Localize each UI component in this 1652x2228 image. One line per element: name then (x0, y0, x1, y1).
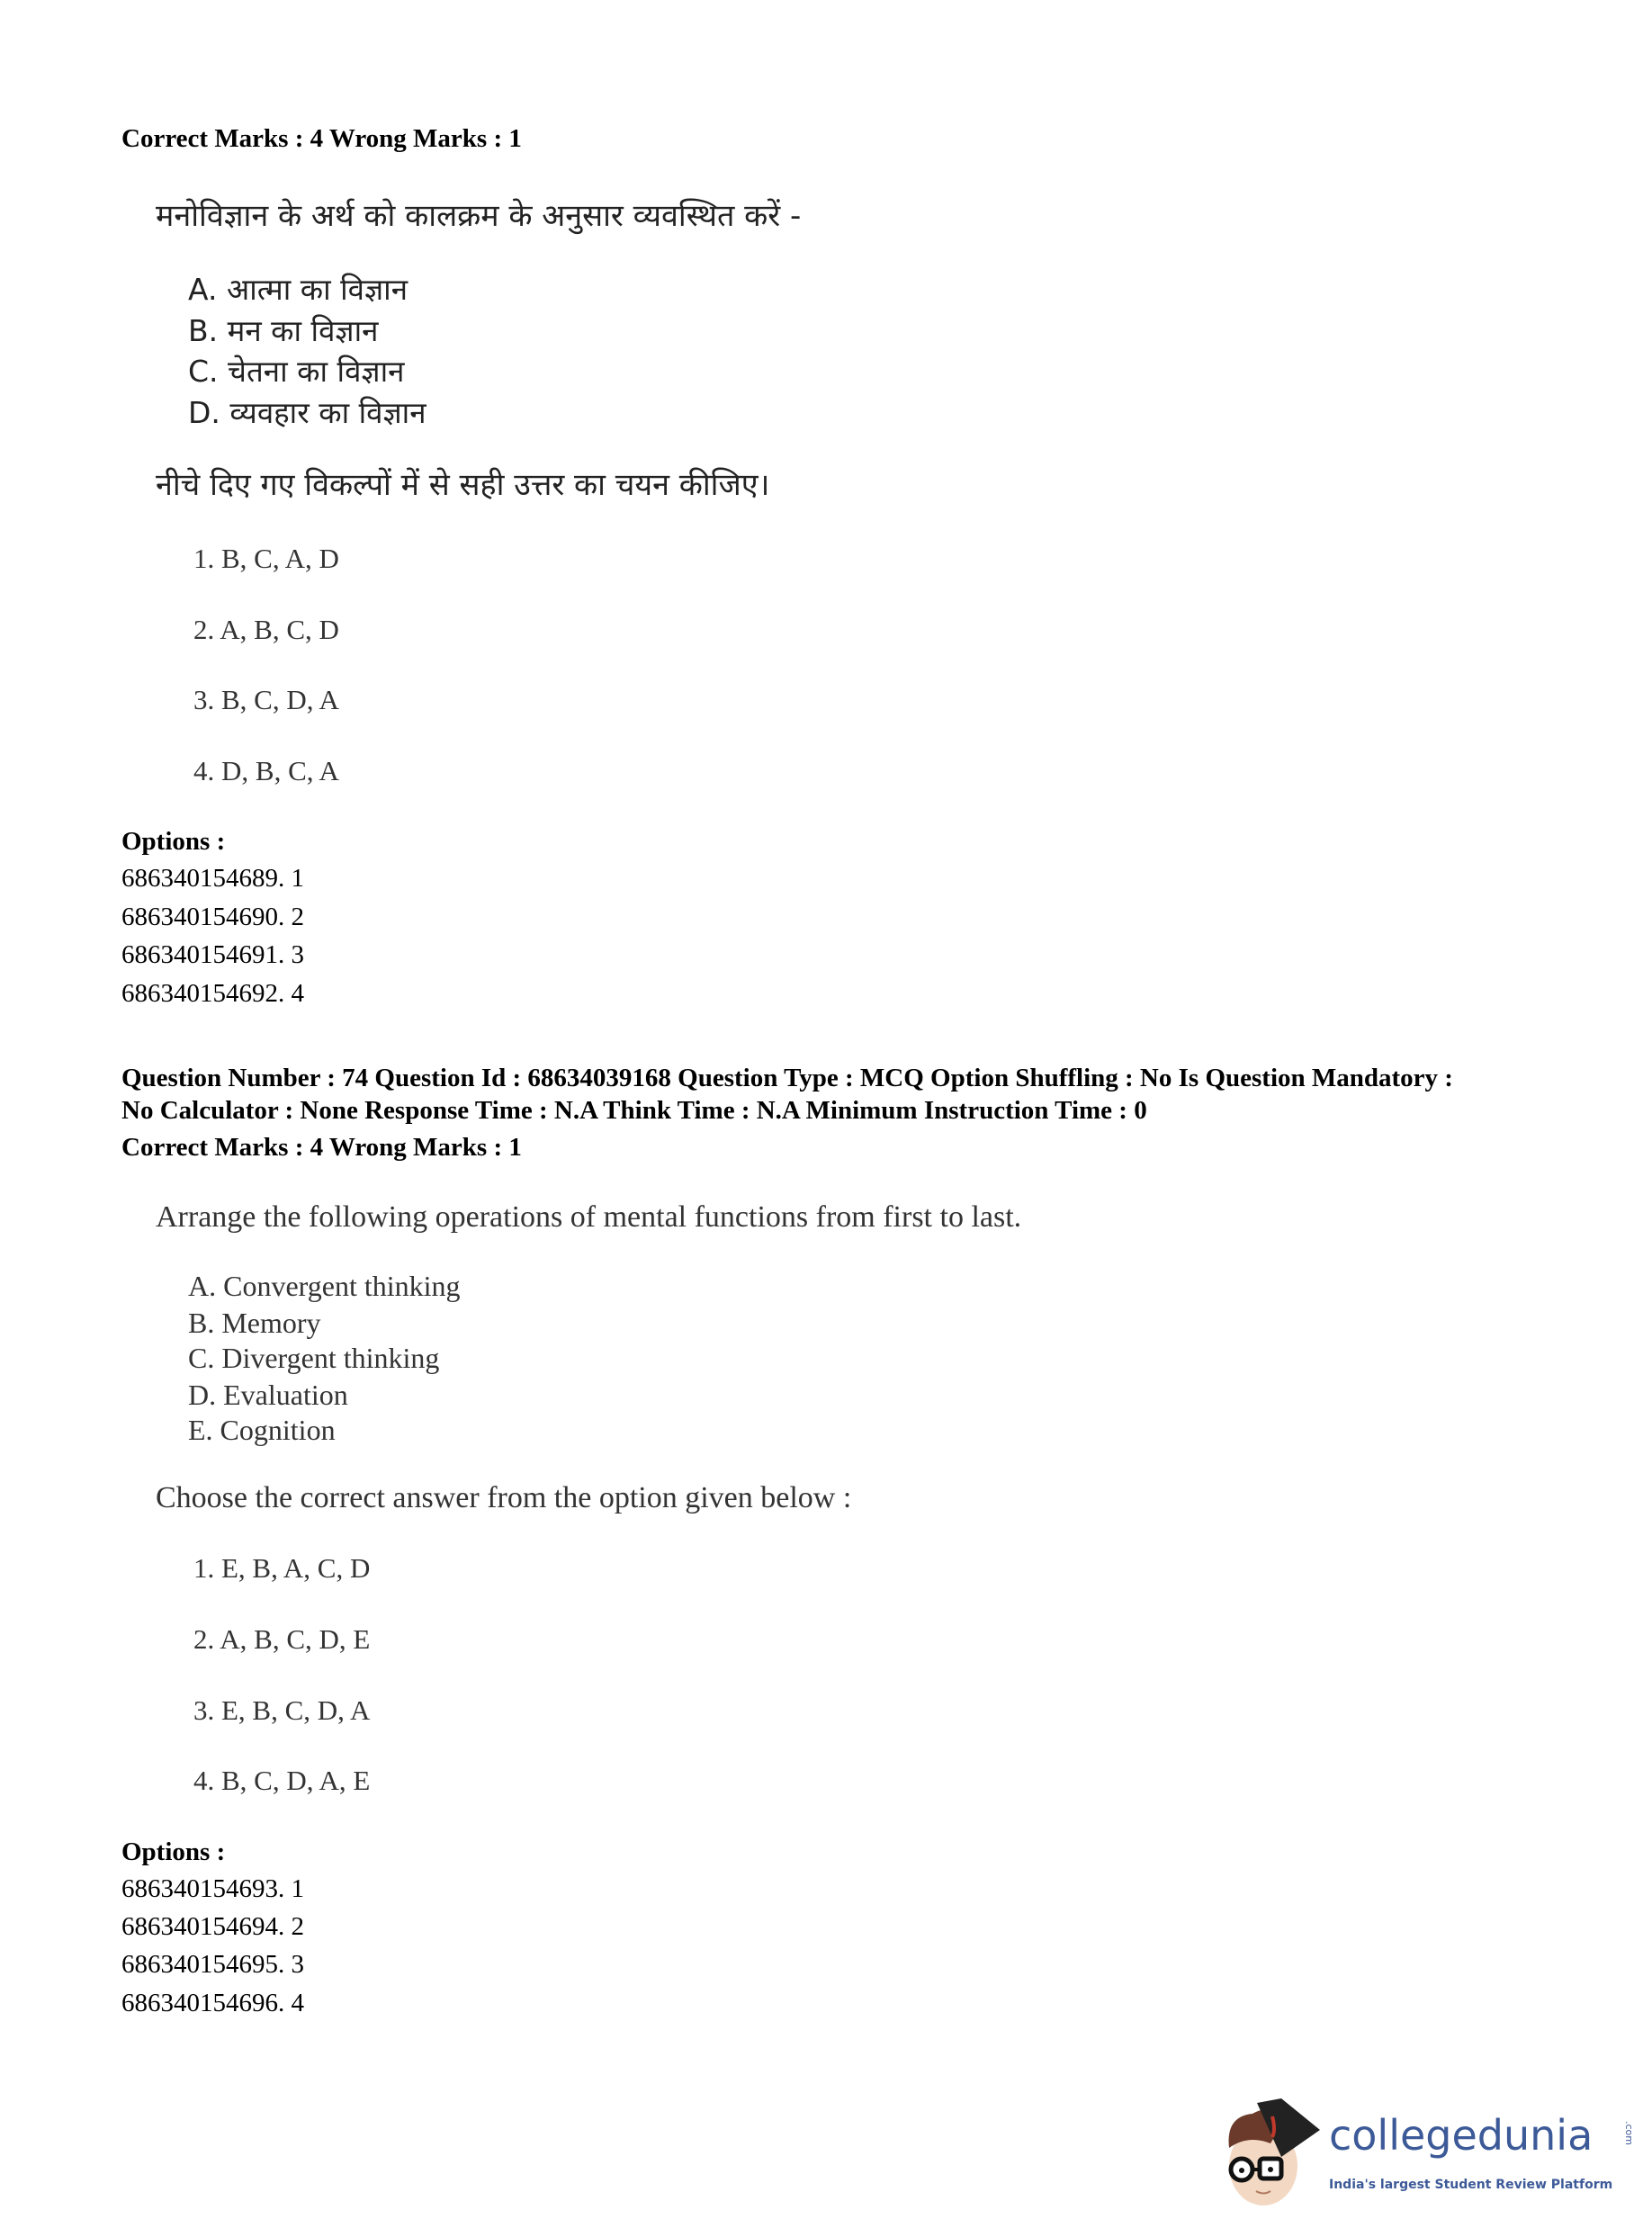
answer-choice: 4. B, C, D, A, E (193, 1765, 371, 1796)
answer-choice: 3. E, B, C, D, A (193, 1694, 371, 1726)
logo-tagline: India's largest Student Review Platform (1329, 2178, 1613, 2192)
list-item: C. Divergent thinking (188, 1342, 440, 1374)
option-id: 686340154695. 3 (121, 1950, 304, 1979)
question-header-line2: No Calculator : None Response Time : N.A Think Time : N.A Minimum Instruction Time : 0 (121, 1096, 1147, 1125)
option-id: 686340154696. 4 (121, 1989, 304, 2017)
correct-wrong-marks: Correct Marks : 4 Wrong Marks : 1 (121, 124, 522, 153)
option-id: 686340154690. 2 (121, 903, 304, 931)
mascot-icon (1217, 2094, 1329, 2211)
correct-wrong-marks: Correct Marks : 4 Wrong Marks : 1 (121, 1133, 522, 1162)
list-item: D. Evaluation (188, 1379, 348, 1411)
logo-suffix: .com (1623, 2121, 1635, 2145)
list-item: B. Memory (188, 1307, 321, 1339)
option-id: 686340154691. 3 (121, 940, 304, 969)
list-item: A. आत्मा का विज्ञान (188, 272, 409, 307)
list-item: E. Cognition (188, 1414, 336, 1446)
question-text: मनोविज्ञान के अर्थ को कालक्रम के अनुसार व्यवस्थित करें - (156, 198, 802, 234)
collegedunia-logo (1217, 2094, 1639, 2211)
list-item: C. चेतना का विज्ञान (188, 354, 405, 389)
question-header-line1: Question Number : 74 Question Id : 68634039168 Question Type : MCQ Option Shuffling : No Is Question Mandatory : (121, 1064, 1453, 1092)
list-item: D. व्यवहार का विज्ञान (188, 395, 426, 430)
answer-choice: 4. D, B, C, A (193, 755, 339, 786)
instruction-text: Choose the correct answer from the option given below : (156, 1481, 852, 1514)
answer-choice: 3. B, C, D, A (193, 684, 339, 715)
option-id: 686340154694. 2 (121, 1912, 304, 1941)
logo-wordmark: collegedunia (1329, 2111, 1594, 2160)
options-label: Options : (121, 1837, 226, 1866)
option-id: 686340154693. 1 (121, 1874, 304, 1903)
instruction-text: नीचे दिए गए विकल्पों में से सही उत्तर का चयन कीजिए। (156, 467, 770, 503)
answer-choice: 1. B, C, A, D (193, 543, 339, 574)
list-item: A. Convergent thinking (188, 1270, 461, 1302)
answer-choice: 2. A, B, C, D, E (193, 1623, 371, 1655)
question-text: Arrange the following operations of mental functions from first to last. (156, 1200, 1022, 1234)
option-id: 686340154689. 1 (121, 864, 304, 893)
answer-choice: 2. A, B, C, D (193, 614, 339, 645)
options-label: Options : (121, 827, 226, 856)
list-item: B. मन का विज्ञान (188, 313, 379, 348)
answer-choice: 1. E, B, A, C, D (193, 1552, 371, 1584)
option-id: 686340154692. 4 (121, 979, 304, 1008)
